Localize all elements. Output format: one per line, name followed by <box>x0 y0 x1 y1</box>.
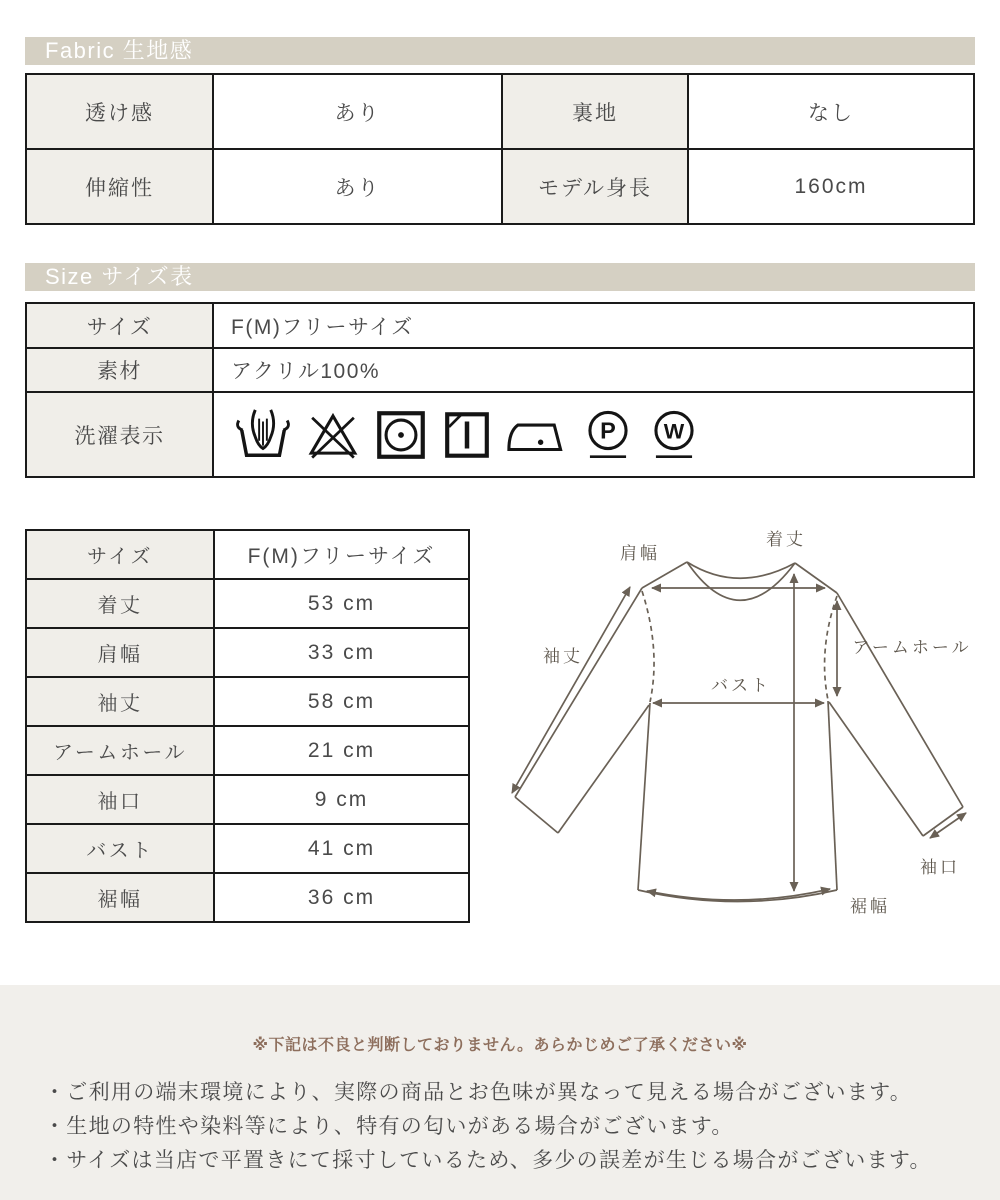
table-row <box>26 677 469 726</box>
svg-text:P: P <box>600 417 616 444</box>
disclaimer-section <box>0 985 1000 1200</box>
material-label: 素材 <box>26 348 213 392</box>
meas-label: 袖口 <box>26 775 214 824</box>
armhole-label: アームホール <box>852 638 972 657</box>
table-row <box>26 775 469 824</box>
bust-label: バスト <box>711 676 771 695</box>
meas-value: 36 cm <box>214 873 469 922</box>
meas-value: 58 cm <box>214 677 469 726</box>
table-row <box>26 873 469 922</box>
fabric-label-sheerness: 透け感 <box>26 74 213 149</box>
table-row <box>26 149 974 224</box>
table-row <box>26 348 974 392</box>
disclaimer-bullets <box>44 1076 1000 1178</box>
table-row <box>26 392 974 477</box>
hand-wash-icon <box>232 406 294 464</box>
table-row <box>26 824 469 873</box>
meas-value: 53 cm <box>214 579 469 628</box>
fabric-table <box>25 73 975 225</box>
table-row <box>26 303 974 348</box>
meas-label: アームホール <box>26 726 214 775</box>
hem-width-arrow <box>647 889 830 900</box>
disclaimer-bullet: ・ご利用の端末環境により、実際の商品とお色味が異なって見える場合がございます。 <box>44 1081 913 1104</box>
size-value: F(M)フリーサイズ <box>213 303 974 348</box>
measure-arrows <box>512 574 966 900</box>
fabric-value-model-height: 160cm <box>688 149 974 224</box>
shoulder-width-label: 肩幅 <box>620 544 660 563</box>
size-label: サイズ <box>26 303 213 348</box>
sleeve-length-label: 袖丈 <box>543 647 583 666</box>
meas-header-label: サイズ <box>26 530 214 579</box>
garment-outline <box>515 562 963 902</box>
table-row <box>26 74 974 149</box>
fabric-value-sheerness: あり <box>213 74 502 149</box>
body-length-label: 着丈 <box>766 530 806 549</box>
meas-label: バスト <box>26 824 214 873</box>
table-row <box>26 628 469 677</box>
table-row <box>26 726 469 775</box>
line-dry-in-shade-icon <box>440 406 494 464</box>
fabric-value-lining: なし <box>688 74 974 149</box>
care-label: 洗濯表示 <box>26 392 213 477</box>
hem-width-label: 裾幅 <box>850 897 890 916</box>
wet-clean-W-gentle-icon <box>646 406 702 464</box>
fabric-label-lining: 裏地 <box>502 74 688 149</box>
measurements-table <box>25 529 470 923</box>
meas-label: 袖丈 <box>26 677 214 726</box>
garment-measurement-diagram <box>490 515 1000 960</box>
sleeve-length-arrow <box>512 587 630 793</box>
disclaimer-bullet: ・サイズは当店で平置きにて採寸しているため、多少の誤差が生じる場合がございます。 <box>44 1149 932 1172</box>
disclaimer-bullet: ・生地の特性や染料等により、特有の匂いがある場合がございます。 <box>44 1115 734 1138</box>
svg-text:W: W <box>663 418 685 444</box>
cuff-label: 袖口 <box>920 858 960 877</box>
care-symbols-cell <box>213 392 974 477</box>
care-symbols-row <box>231 406 972 464</box>
table-row <box>26 579 469 628</box>
table-row <box>26 530 469 579</box>
meas-value: 9 cm <box>214 775 469 824</box>
material-value: アクリル100% <box>213 348 974 392</box>
meas-value: 41 cm <box>214 824 469 873</box>
fabric-label-model-height: モデル身長 <box>502 149 688 224</box>
iron-low-icon <box>504 406 570 464</box>
meas-value: 33 cm <box>214 628 469 677</box>
meas-label: 裾幅 <box>26 873 214 922</box>
disclaimer-title: ※下記は不良と判断しておりません。あらかじめご了承ください※ <box>252 1037 748 1054</box>
dry-clean-P-gentle-icon <box>580 406 636 464</box>
fabric-value-stretch: あり <box>213 149 502 224</box>
meas-header-value: F(M)フリーサイズ <box>214 530 469 579</box>
size-spec-table <box>25 302 975 478</box>
size-section-heading: Size サイズ表 <box>25 263 975 291</box>
fabric-label-stretch: 伸縮性 <box>26 149 213 224</box>
meas-label: 肩幅 <box>26 628 214 677</box>
fabric-section-heading: Fabric 生地感 <box>25 37 975 65</box>
tumble-dry-low-icon <box>372 406 430 464</box>
meas-value: 21 cm <box>214 726 469 775</box>
no-bleach-icon <box>304 406 362 464</box>
meas-label: 着丈 <box>26 579 214 628</box>
cuff-arrow <box>930 813 966 838</box>
